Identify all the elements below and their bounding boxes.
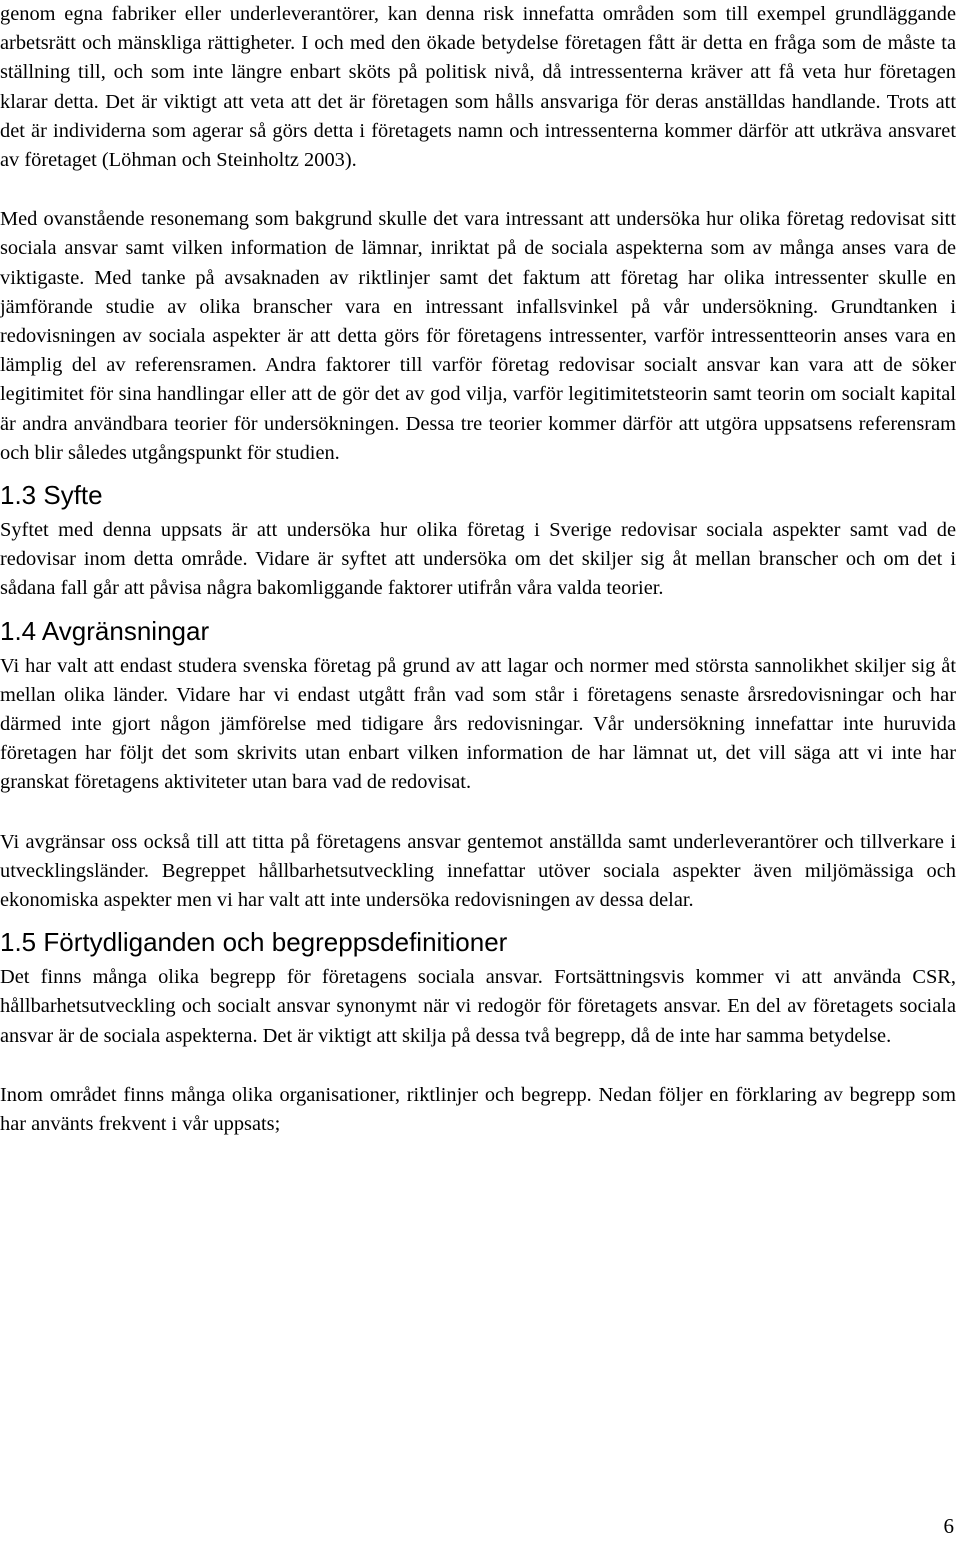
section-heading-avgransningar: 1.4 Avgränsningar — [0, 615, 210, 646]
avgransningar-paragraph-2: Vi avgränsar oss också till att titta på företagens ansvar gentemot anställda samt underleverantörer och tillverkare i utvecklingsländer. Begreppet hållbarhetsutveckling innefattar utöver sociala aspekter även miljömässiga och ekonomiska aspekter men vi har valt att inte undersöka redovisningen av dessa delar. — [0, 830, 956, 912]
avgransningar-paragraph-1: Vi har valt att endast studera svenska företag på grund av att lagar och normer med största sannolikhet skiljer sig åt mellan olika länder. Vidare har vi endast utgått från vad som står i företagens senaste årsredovisningar och har därmed inte gjort någon jämförelse med tidigare års redovisningar. Vår undersökning innefattar inte huruvida företagen har följt det som skrivits utan enbart vilken information de har lämnat ut, det vill säga att vi inte har granskat företagens aktiviteter utan bara vad de redovisat. — [0, 654, 956, 794]
begrepp-paragraph-2: Inom området finns många olika organisationer, riktlinjer och begrepp. Nedan följer en förklaring av begrepp som har använts frekvent i vår uppsats; — [0, 1083, 956, 1136]
paragraph-gap — [0, 175, 956, 205]
section-heading-begreppsdefinitioner: 1.5 Förtydliganden och begreppsdefinitioner — [0, 927, 508, 958]
paragraph-gap — [0, 1051, 956, 1081]
section-heading-syfte: 1.3 Syfte — [0, 480, 103, 511]
paragraph-gap — [0, 798, 956, 828]
intro-paragraph-2: Med ovanstående resonemang som bakgrund skulle det vara intressant att undersöka hur olika företag redovisat sitt sociala ansvar samt vilken information de lämnar, inriktat på de sociala aspekterna som av många anses vara de viktigaste. Med tanke på avsaknaden av riktlinjer samt det faktum att företag har olika intressenter skulle en jämförande studie av olika branscher vara en intressant infallsvinkel på vår undersökning. Grundtanken i redovisningen av sociala aspekter är att detta görs för företagens intressenter, varför intressentteorin anses vara en lämplig del av referensramen. Andra faktorer till varför företag redovisar socialt ansvar kan vara att de söker legitimitet för sina handlingar eller att de gör det av god vilja, varför legitimitetsteorin samt teorin om socialt kapital är andra användbara teorier för undersökningen. Dessa tre teorier kommer därför att utgöra uppsatsens referensram och blir således utgångspunkt för studien. — [0, 208, 956, 464]
page-number: 6 — [943, 1514, 954, 1538]
syfte-paragraph: Syftet med denna uppsats är att undersöka hur olika företag i Sverige redovisar sociala aspekter samt vad de redovisar inom detta område. Vidare är syftet att undersöka om det skiljer sig åt mellan branscher och om det i sådana fall går att påvisa några bakomliggande faktorer utifrån våra valda teorier. — [0, 519, 956, 600]
intro-paragraph-1: genom egna fabriker eller underleverantörer, kan denna risk innefatta områden som till exempel grundläggande arbetsrätt och mänskliga rättigheter. I och med den ökade betydelse företagen fått är detta en fråga som de måste ta ställning till, och som inte längre enbart sköts på politisk nivå, då intressenterna kräver att få veta hur företagen klarar detta. Det är viktigt att veta att det är företagen som hålls ansvariga för deras anställdas handlande. Trots att det är individerna som agerar så görs detta i företagets namn och intressenterna kommer därför att utkräva ansvaret av företaget (Löhman och Steinholtz 2003). — [0, 3, 956, 172]
begrepp-paragraph-1: Det finns många olika begrepp för företagens sociala ansvar. Fortsättningsvis kommer vi att använda CSR, hållbarhetsutveckling och socialt ansvar synonymt när vi redogör för företagets ansvar. En del av företagets sociala ansvar är de sociala aspekterna. Det är viktigt att skilja på dessa två begrepp, då de inte har samma betydelse. — [0, 966, 956, 1047]
